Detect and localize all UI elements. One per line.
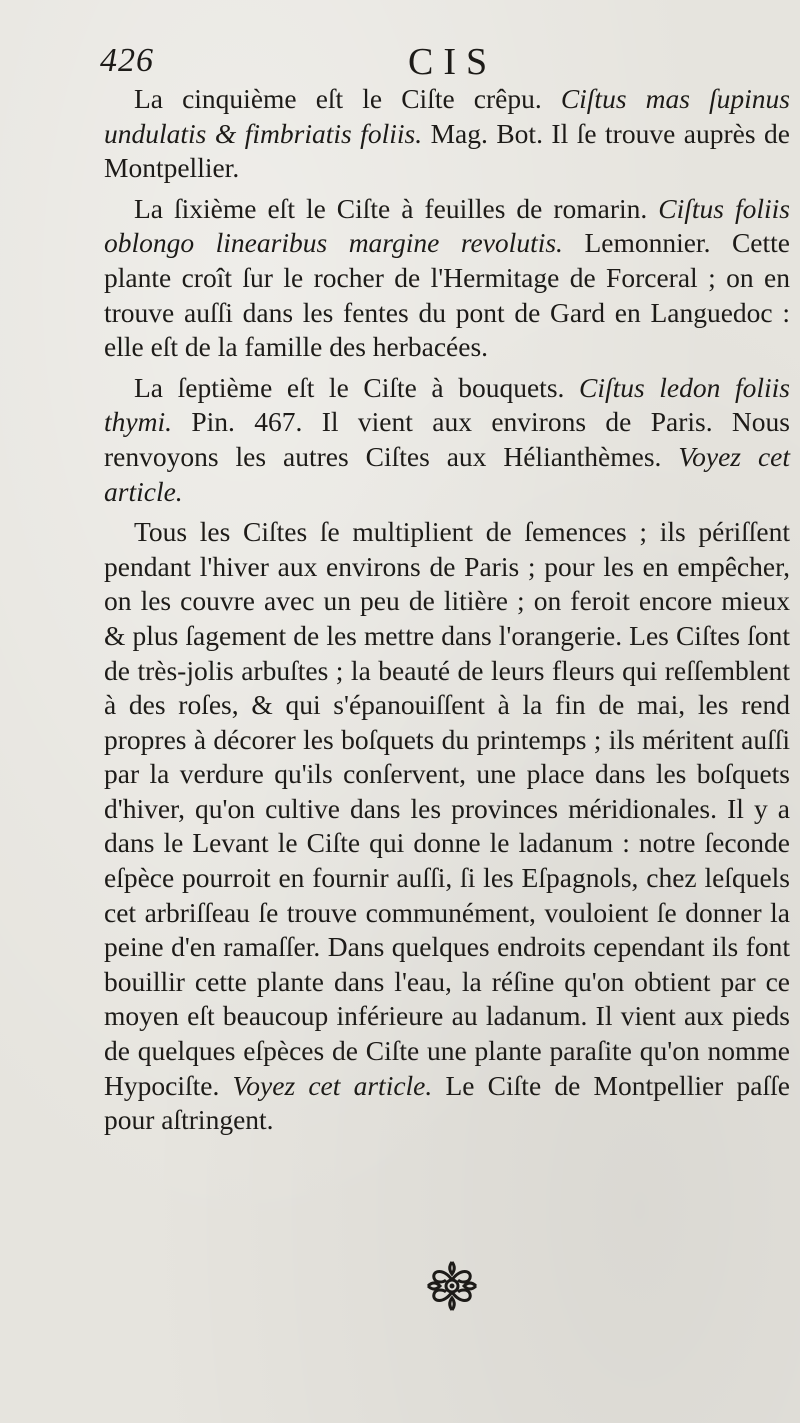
italic-text: Voyez cet article.: [104, 440, 790, 507]
italic-text: Ciſtus foliis oblongo linearibus margine revolutis.: [104, 192, 791, 259]
page-header: [100, 40, 790, 84]
text-run: Pin. 467. Il vient aux environs de Paris. Nous renvoyons les autres Ciſtes aux Hélianthèmes.: [104, 406, 790, 472]
text-run: Lemonnier. Cette plante croît ſur le rocher de l'Hermitage de Forceral ; on en trouve auſſi dans les fentes du pont de Gard en Languedoc : elle eſt de la famille des herbacées.: [104, 227, 790, 363]
italic-text: Ciſtus mas ſupinus undulatis & fimbriatis foliis.: [104, 83, 790, 149]
text-run: Le Ciſte de Montpellier paſſe pour aſtringent.: [104, 1069, 790, 1136]
italic-text: Voyez cet article.: [232, 1069, 433, 1101]
paragraph: [104, 82, 790, 186]
text-run: La ſeptième eſt le Ciſte à bouquets.: [134, 371, 579, 403]
text-run: Mag. Bot. Il ſe trouve auprès de Montpellier.: [104, 117, 790, 184]
paragraph: [104, 515, 790, 1138]
paragraph: [104, 371, 790, 509]
page-number: 426: [100, 42, 154, 79]
paragraph: [104, 192, 790, 365]
fleuron-ornament-icon: [422, 1258, 482, 1314]
text-run: Tous les Ciſtes ſe multiplient de ſemences ; ils périſſent pendant l'hiver aux environs de Paris ; pour les en empêcher, on les couvre avec un peu de litière ; on feroit encore mieux & plus ſagement de les mettre dans l'orangerie. Les Ciſtes ſont de très-jolis arbuſtes ; la beauté de leurs fleurs qui reſſemblent à des roſes, & qui s'épanouiſſent à la fin de mai, les rend propres à décorer les boſquets du printemps ; ils méritent auſſi par la verdure qu'ils conſervent, une place dans les boſquets d'hiver, qu'on cultive dans les provinces méridionales. Il y a dans le Levant le Ciſte qui donne le ladanum : notre ſeconde eſpèce pourroit en fournir auſſi, ſi les Eſpagnols, chez leſquels cet arbriſſeau ſe trouve communément, vouloient ſe donner la peine d'en ramaſſer. Dans quelques endroits cependant ils font bouillir cette plante dans l'eau, la réſine qu'on obtient par ce moyen eſt beaucoup inférieure au ladanum. Il vient aux pieds de quelques eſpèces de Ciſte une plante paraſite qu'on nomme Hypociſte.: [104, 516, 790, 1101]
text-run: La ſixième eſt le Ciſte à feuilles de romarin.: [134, 192, 659, 224]
text-run: La cinquième eſt le Ciſte crêpu.: [134, 83, 561, 114]
body-text: [104, 82, 790, 1144]
running-head: CIS: [408, 41, 498, 83]
italic-text: Ciſtus ledon foliis thymi.: [104, 371, 790, 438]
